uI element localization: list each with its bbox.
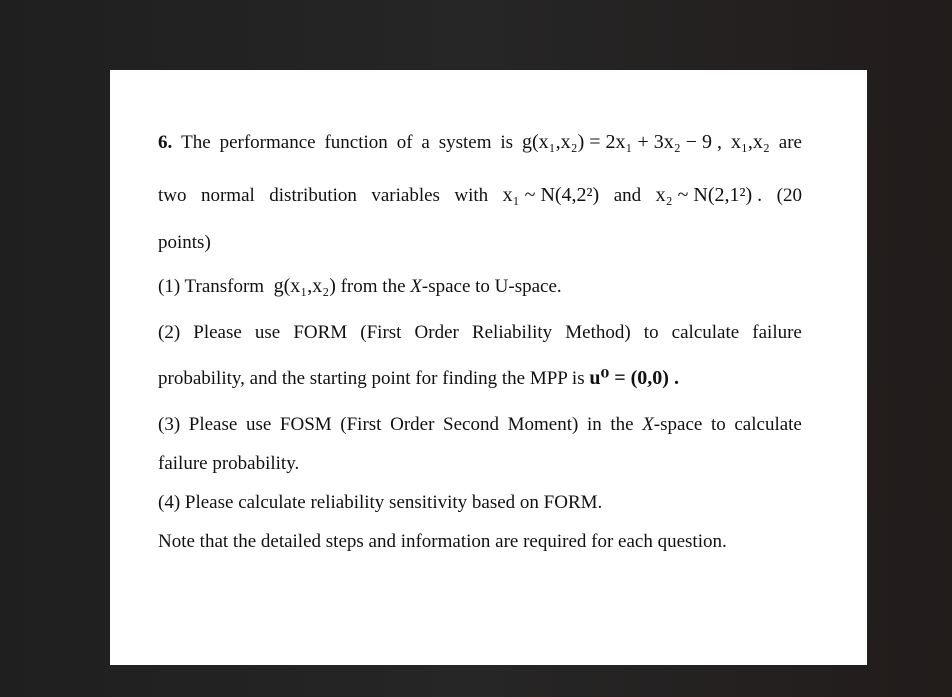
problem-line-2	[158, 183, 802, 208]
line1-word: a	[421, 132, 430, 153]
q3-word: Please	[188, 414, 238, 435]
q1-suffix: -space to U-space.	[421, 276, 562, 297]
q3-word: FOSM	[279, 414, 332, 435]
q2-word: Please	[193, 322, 242, 343]
q2-word: use	[254, 322, 281, 343]
q2-word: failure	[752, 322, 802, 343]
q3-word: Second	[443, 414, 499, 435]
q3-word: in	[586, 414, 602, 435]
problem-line-3: points)	[158, 232, 211, 253]
line2-word: with	[454, 185, 489, 206]
q2-word: (2)	[158, 322, 181, 343]
q3-word: (3)	[158, 414, 181, 435]
line2-word: normal	[200, 185, 255, 206]
line1-word: is	[500, 132, 514, 153]
line1-word: The	[181, 132, 211, 153]
line2-word: variables	[371, 185, 440, 206]
q2-word: Method)	[565, 322, 631, 343]
question-1	[158, 274, 802, 299]
q2-word: (First	[360, 322, 402, 343]
line1-word: system	[438, 132, 492, 153]
question-4: (4) Please calculate reliability sensitivity based on FORM.	[158, 492, 603, 513]
q3-word: the	[610, 414, 634, 435]
q3-word: -space	[653, 414, 703, 435]
q3-word: Moment)	[507, 414, 579, 435]
q1-x-space: X	[410, 276, 422, 297]
q2-line2-text: probability, and the starting point for finding the MPP is	[158, 368, 585, 389]
problem-number: 6.	[158, 132, 173, 153]
q2-word: calculate	[671, 322, 740, 343]
line1-word: of	[396, 132, 413, 153]
q3-x: X	[642, 414, 654, 435]
line1-word: function	[324, 132, 388, 153]
line2-word: two	[158, 185, 187, 206]
problem-line-1	[158, 130, 802, 155]
question-3-line-2: failure probability.	[158, 453, 300, 474]
q2-word: FORM	[293, 322, 348, 343]
mpp-start-formula: u⁰ = (0,0) .	[589, 367, 679, 389]
x1-distribution-formula: x₁ ~ N(4,2²)	[502, 184, 600, 206]
question-2-line-1	[158, 321, 802, 345]
q2-word: Order	[414, 322, 459, 343]
q2-word: to	[643, 322, 659, 343]
q2-word: Reliability	[471, 322, 553, 343]
q3-word: Order	[390, 414, 435, 435]
line2-and: and	[613, 185, 642, 206]
line1-end: are	[778, 132, 802, 153]
question-3-line-1	[158, 413, 802, 437]
variables-formula: x₁,x₂	[730, 131, 770, 153]
line1-word: performance	[219, 132, 316, 153]
line2-end: (20	[776, 185, 802, 206]
performance-function-formula: g(x₁,x₂) = 2x₁ + 3x₂ − 9 ,	[521, 131, 723, 153]
q3-x-space	[642, 413, 702, 437]
q1-formula: g(x₁,x₂)	[273, 275, 336, 297]
note: Note that the detailed steps and information are required for each question.	[158, 531, 727, 552]
q3-word: use	[245, 414, 272, 435]
q3-word: (First	[340, 414, 382, 435]
line2-word: distribution	[269, 185, 357, 206]
q3-word: calculate	[734, 414, 802, 435]
question-2-line-2	[158, 366, 802, 391]
q1-prefix: (1) Transform	[158, 276, 265, 297]
document-page	[110, 70, 867, 665]
q3-word: to	[710, 414, 726, 435]
x2-distribution-formula: x₂ ~ N(2,1²) .	[655, 184, 763, 206]
q1-mid: from the	[340, 276, 406, 297]
